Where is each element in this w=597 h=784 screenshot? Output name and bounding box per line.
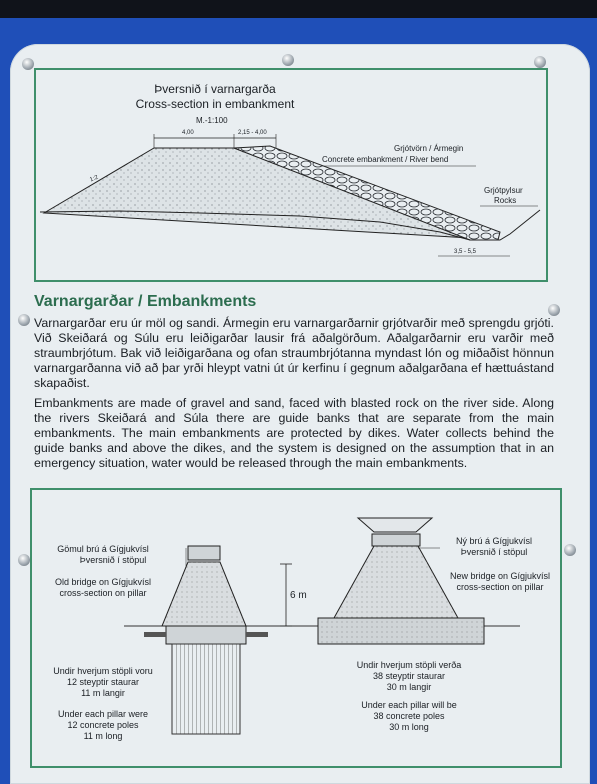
- new-poles-en-2: 38 concrete poles: [373, 711, 445, 721]
- rocks-label-is: Grjótpylsur: [484, 186, 523, 195]
- top-diagram-title-is: Þversnið í varnargarða: [154, 82, 276, 96]
- armour-label-is: Grjótvörn / Ármegin: [394, 144, 464, 153]
- old-poles-is-1: Undir hverjum stöpli voru: [53, 666, 153, 676]
- new-poles-is-1: Undir hverjum stöpli verða: [356, 660, 462, 670]
- dim-bottom: 3,5 - 5,5: [454, 249, 477, 255]
- new-poles-is-2: 38 steyptir staurar: [372, 671, 446, 681]
- new-poles-en-1: Under each pillar will be: [361, 700, 457, 710]
- old-poles-en-2: 12 concrete poles: [67, 720, 139, 730]
- old-poles-is-3: 11 m langir: [81, 688, 125, 698]
- rocks-label-en: Rocks: [494, 196, 517, 205]
- dim-crest: 4,00: [182, 130, 194, 136]
- old-bridge-is-2: Þversnið í stöpul: [79, 555, 147, 565]
- paragraph-en: Embankments are made of gravel and sand, faced with blasted rock on the river side. Along the rivers Skeiðará and Súla there are guide banks that are separate from the main embankments. The main embankments are protected by dikes. Water collects behind the guide banks and above the dikes, and the system is designed on the assumption that in an emergency situation, water would be released through the main embankments.: [34, 396, 554, 470]
- old-bridge-en-1: Old bridge on Gígjukvísl: [54, 577, 152, 587]
- old-bridge-en-2: cross-section on pillar: [59, 588, 147, 598]
- scale-label: M.-1:100: [196, 116, 228, 125]
- new-bridge-is-1: Ný brú á Gígjukvísl: [455, 536, 533, 546]
- old-poles-en-3: 11 m long: [83, 731, 123, 741]
- new-poles-en-3: 30 m long: [389, 722, 429, 732]
- section-heading: Varnargarðar / Embankments: [34, 293, 257, 310]
- paragraph-is: Varnargarðar eru úr möl og sandi. Ármegin eru varnargarðarnir grjótvarðir með sprengdu grjóti. Við Skeiðará og Súlu eru leiðigarðar lausir frá aðalgörðum. Aðalgarðarnir eru varðir með straumbrjótum. Bak við leiðigarðana og ofan straumbrjótanna myndast lón og miðaðist hönnun varnargarðanna við að þar yrði hleypt vatni út úr kerfinu í gegnum aðalgarðana ef hættuástand skapaðist.: [34, 316, 554, 390]
- new-bridge-en-1: New bridge on Gígjukvísl: [449, 571, 551, 581]
- new-bridge-en-2: cross-section on pillar: [456, 582, 544, 592]
- new-poles-is-3: 30 m langir: [386, 682, 432, 692]
- dim-top-right: 2,15 - 4,00: [238, 130, 267, 136]
- old-bridge-is-1: Gömul brú á Gígjukvísl: [57, 544, 149, 554]
- top-diagram-title-en: Cross-section in embankment: [135, 97, 295, 111]
- height-label: 6 m: [290, 590, 307, 601]
- new-bridge-is-2: Þversnið í stöpul: [460, 547, 528, 557]
- armour-label-en: Concrete embankment / River bend: [322, 155, 449, 164]
- slope-left: 1:2: [89, 174, 100, 184]
- old-poles-is-2: 12 steyptir staurar: [66, 677, 140, 687]
- old-poles-en-1: Under each pillar were: [57, 709, 149, 719]
